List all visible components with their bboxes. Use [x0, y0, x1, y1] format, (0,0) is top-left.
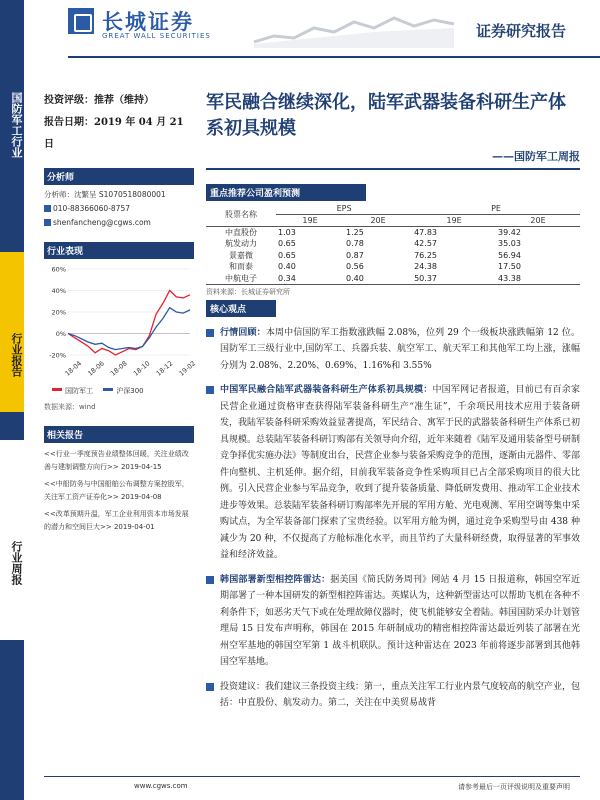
related-item[interactable]: <<改革预期升温，军工企业利用资本市场发展的潜力和空间巨大>> 2019-04-01: [44, 510, 189, 531]
bullet-icon: [206, 386, 214, 394]
col-year: 19E: [412, 215, 496, 227]
x-tick-label: 19-02: [177, 359, 198, 378]
table-row: 景嘉微 0.65 0.87 76.25 56.94: [229, 250, 521, 260]
main-column: [206, 90, 580, 712]
core-view-heading: 核心观点: [206, 300, 276, 317]
paragraph-investment-advice: [206, 679, 580, 712]
paragraph-heading: 中国军民融合陆军武器装备科研生产体系初具规模：: [220, 385, 433, 395]
side-label-industry: 国防军工行业: [10, 92, 23, 158]
great-wall-icon: [254, 8, 454, 48]
analyst-heading: 分析师: [44, 168, 194, 185]
related-list: [44, 448, 194, 534]
forecast-table: [206, 203, 580, 285]
legend-label-defense: 国防军工: [65, 387, 93, 395]
paragraph-text: 据美国《简氏防务周刊》网站 4 月 15 日报道称，韩国空军近期部署了一种本国研发的新型相控阵雷达。英媒认为，这种新型雷达可以帮助飞机在各种不利条件下，如恶劣天气下或在处理故障仪器时，使飞机能够安全着陆。韩国国防采办计划管理局 15 日发布声明称，韩国在 2015 年研制成功的精密相控阵雷达最近列装了部署在光州空军基地的韩国空军第 1 战斗机联队。预计这种雷达在 2023 年前将逐步部署到其他韩国空军基地。: [220, 574, 581, 667]
paragraph-korea-radar: [206, 572, 580, 671]
report-subtitle: ——国防军工周报: [492, 150, 580, 163]
legend-swatch-defense: [52, 388, 62, 391]
trend-heading: 行业表现: [44, 242, 194, 259]
footer-url[interactable]: www.cgws.com: [134, 782, 188, 790]
related-item[interactable]: <<中船防务与中国船舶公布调整方案控股军，关注军工资产证券化>> 2019-04-08: [44, 480, 189, 501]
y-tick-label: 0%: [55, 330, 66, 338]
table-row: 航发动力 0.65 0.78 42.57 35.03: [225, 239, 521, 249]
analyst-email[interactable]: shenfancheng@cgws.com: [53, 218, 151, 227]
col-stock-name: 股票名称: [206, 203, 276, 227]
logo-text: 长城证券: [102, 9, 194, 34]
trend-chart-svg: [44, 263, 198, 381]
y-tick-label: -20%: [49, 351, 66, 360]
x-tick-label: 18-06: [86, 359, 106, 378]
related-heading: 相关报告: [44, 426, 194, 443]
analyst-phone: 010-88366060-8757: [53, 204, 130, 213]
analyst-info: [44, 188, 194, 230]
chart-legend: [44, 386, 194, 396]
series-line-defense: [68, 291, 190, 356]
y-tick-label: 60%: [51, 265, 66, 274]
logo-subtext: GREAT WALL SECURITIES: [102, 32, 211, 40]
email-icon: [44, 219, 51, 226]
bullet-icon: [206, 683, 214, 691]
header: [24, 0, 600, 78]
series-line-hs300: [68, 308, 190, 350]
col-pe: PE: [412, 203, 580, 215]
col-year: 20E: [496, 215, 580, 227]
col-year: 20E: [344, 215, 412, 227]
paragraph-market-review: [206, 325, 580, 375]
x-tick-label: 18-04: [63, 359, 84, 378]
y-tick-label: 40%: [51, 287, 66, 295]
paragraph-text: 中国军网记者报道，目前已有百余家民营企业通过资格审查获得陆军装备科研生产“准生证”，千余项民用技术应用于装备研发，我陆军装备科研采购效益显著提高，军民结合、寓军于民的武器装备科研生产体系已初具规模。总装陆军装备科研订购部有关领导向介绍，近年来随着《陆军及通用装备型号研制竞争择优实施办法》等制度出台，民营企业参与装备采购竞争的范围，逐渐由元器件、零部件向整机、主机延伸。据介绍，目前我军装备竞争性采购项目已占全部采购项目的很大比例。引入民营企业参与军品竞争，收到了提升装备质量、降低研发费用、推动军工企业技术进步等效果。总装陆军装备科研订购部率先开展的军用方舱、光电观测、军用空调等集中采购试点，为全军装备部门探索了宝贵经验。以军用方舱为例，通过竞争采购型号由 438 种减少为 20 种，不仅提高了方舱标准化水平，而且节约了大量科研经费，取得显著的军事效益和经济效益。: [220, 385, 581, 560]
side-label-weekly: 行业周报: [0, 440, 24, 640]
paragraph-heading: 行情回顾：: [220, 327, 266, 338]
table-source: 资料来源：长城证券研究所: [206, 287, 290, 296]
forecast-table-heading: 重点推荐公司盈利预测: [206, 184, 366, 201]
legend-swatch-hs300: [103, 388, 113, 391]
x-tick-label: 18-08: [109, 359, 129, 378]
footer-disclaimer: 请参考最后一页评级说明及重要声明: [458, 783, 570, 791]
x-tick-label: 18-10: [131, 359, 152, 378]
chart-source: 数据来源：wind: [44, 403, 96, 411]
table-row: 中航电子 0.34 0.40 50.37 43.38: [206, 273, 580, 285]
related-item[interactable]: <<行业一季度预告业绩整体回暖，关注业绩改善与建制调整方向行>> 2019-04-15: [44, 450, 189, 471]
legend-label-hs300: 沪深300: [116, 387, 144, 395]
col-eps: EPS: [276, 203, 412, 215]
bullet-icon: [206, 576, 214, 584]
paragraph-heading: 韩国部署新型相控阵雷达：: [220, 574, 331, 585]
title-divider: [206, 168, 580, 170]
report-date: 报告日期：2019 年 04 月 21 日: [44, 117, 184, 150]
analyst-name: 分析师：沈繁呈 S1070518080001: [44, 190, 166, 199]
trend-chart: [44, 263, 198, 385]
phone-icon: [44, 205, 51, 212]
left-column: [44, 90, 198, 538]
bullet-icon: [206, 329, 214, 337]
header-divider: [68, 56, 600, 58]
table-row: 和而泰 0.40 0.56 24.38 17.50: [229, 262, 521, 272]
footer: [44, 776, 580, 800]
col-year: 19E: [276, 215, 344, 227]
side-label-report: 行业报告: [0, 252, 24, 412]
logo-icon: [68, 8, 94, 34]
table-row: 中直股份 1.03 1.25 47.83 39.42: [225, 228, 521, 237]
paragraph-text: 投资建议：我们建议三条投资主线：第一，重点关注军工行业内景气度较高的航空产业，包括：中直股份、航发动力。第二，关注在中美贸易战背: [220, 681, 581, 708]
x-tick-label: 18-12: [154, 359, 175, 378]
y-tick-label: 20%: [51, 308, 66, 317]
rating: 投资评级：推荐（维持）: [44, 95, 154, 106]
paragraph-civil-military: [206, 382, 580, 564]
paragraph-text: 本周中信国防军工指数涨跌幅 2.08%，位列 29 个一级板块涨跌幅第 12 位。国防军工三级行业中,国防军工、兵器兵装、航空军工、航天军工和其他军工均上涨，涨幅分别为 2.08%、2.20%、0.69%、1.16%和 3.55%: [220, 327, 580, 371]
report-title: 军民融合继续深化，陆军武器装备科研生产体系初具规模: [206, 92, 566, 139]
report-type: 证券研究报告: [475, 22, 566, 40]
